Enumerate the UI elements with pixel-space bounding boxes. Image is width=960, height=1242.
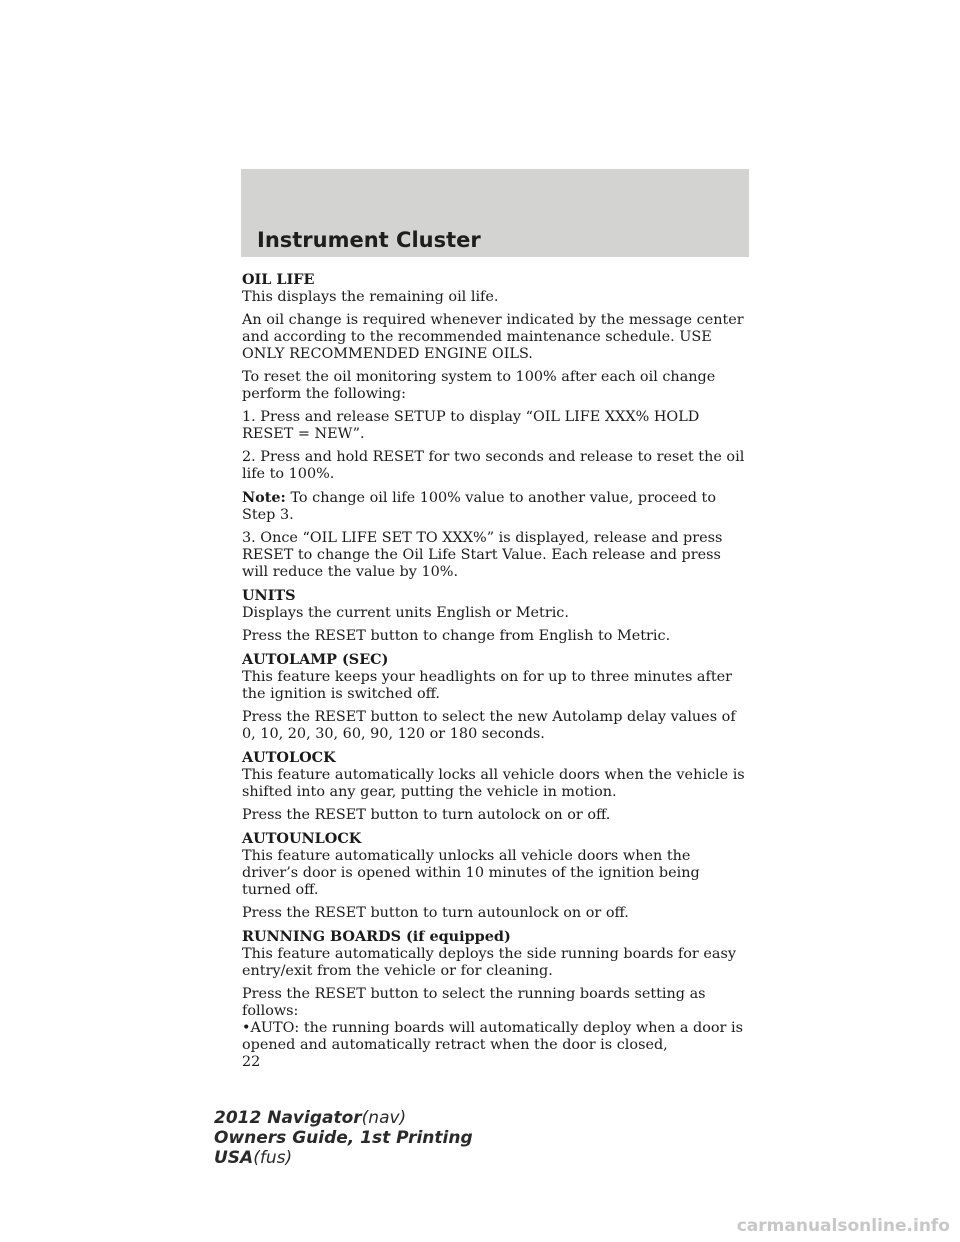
footer-market: USA <box>214 1148 254 1168</box>
footer-model: 2012 Navigator <box>214 1108 362 1128</box>
autolamp-paragraph: Press the RESET button to select the new Autolamp delay values of 0, 10, 20, 30, 60, 90, 120 or 180 seconds. <box>242 709 736 742</box>
footer-line-2: Owners Guide, 1st Printing <box>214 1128 473 1148</box>
footer-line-1 <box>214 1108 473 1128</box>
print-footer <box>214 1108 473 1168</box>
footer-line-3 <box>214 1148 473 1168</box>
autounlock-paragraph: This feature automatically unlocks all vehicle doors when the driver’s door is opened within 10 minutes of the ignition being turned off. <box>242 848 700 898</box>
running-boards-heading: RUNNING BOARDS (if equipped) <box>242 928 511 945</box>
footer-market-code: (fus) <box>253 1148 293 1168</box>
section-title: Instrument Cluster <box>257 228 481 252</box>
oil-life-paragraph: An oil change is required whenever indicated by the message center and according to the recommended maintenance schedule. USE ONLY RECOMMENDED ENGINE OILS. <box>242 312 744 362</box>
oil-life-step: 1. Press and release SETUP to display “OIL LIFE XXX% HOLD RESET = NEW”. <box>242 409 700 442</box>
units-paragraph: Press the RESET button to change from English to Metric. <box>242 628 671 644</box>
oil-life-paragraph: This displays the remaining oil life. <box>242 289 499 305</box>
oil-life-step: 2. Press and hold RESET for two seconds and release to reset the oil life to 100%. <box>242 449 745 482</box>
autolock-paragraph: This feature automatically locks all vehicle doors when the vehicle is shifted into any gear, putting the vehicle in motion. <box>242 767 745 800</box>
units-paragraph: Displays the current units English or Metric. <box>242 605 569 621</box>
watermark: carmanualsonline.info <box>736 1216 950 1236</box>
autolock-paragraph: Press the RESET button to turn autolock on or off. <box>242 807 611 823</box>
running-boards-paragraph: Press the RESET button to select the running boards setting as follows: <box>242 986 706 1019</box>
section-header-band <box>241 169 749 257</box>
page-content <box>242 271 750 1077</box>
page-number: 22 <box>242 1054 261 1070</box>
oil-life-heading: OIL LIFE <box>242 271 315 288</box>
autolock-heading: AUTOLOCK <box>242 749 336 766</box>
autolamp-paragraph: This feature keeps your headlights on for up to three minutes after the ignition is switched off. <box>242 669 733 702</box>
oil-life-paragraph: To reset the oil monitoring system to 100% after each oil change perform the following: <box>242 369 716 402</box>
note-paragraph <box>242 489 750 524</box>
running-boards-paragraph: This feature automatically deploys the side running boards for easy entry/exit from the vehicle or for cleaning. <box>242 946 736 979</box>
autounlock-paragraph: Press the RESET button to turn autounlock on or off. <box>242 905 629 921</box>
footer-model-code: (nav) <box>361 1108 407 1128</box>
note-text: To change oil life 100% value to another value, proceed to Step 3. <box>242 490 716 523</box>
autounlock-heading: AUTOUNLOCK <box>242 830 362 847</box>
running-boards-bullet: •AUTO: the running boards will automatically deploy when a door is opened and automatically retract when the door is closed, <box>242 1020 743 1053</box>
units-heading: UNITS <box>242 587 296 604</box>
oil-life-step: 3. Once “OIL LIFE SET TO XXX%” is displayed, release and press RESET to change the Oil Life Start Value. Each release and press will reduce the value by 10%. <box>242 530 723 580</box>
autolamp-heading: AUTOLAMP (SEC) <box>242 651 389 668</box>
note-label: Note: <box>242 489 286 506</box>
